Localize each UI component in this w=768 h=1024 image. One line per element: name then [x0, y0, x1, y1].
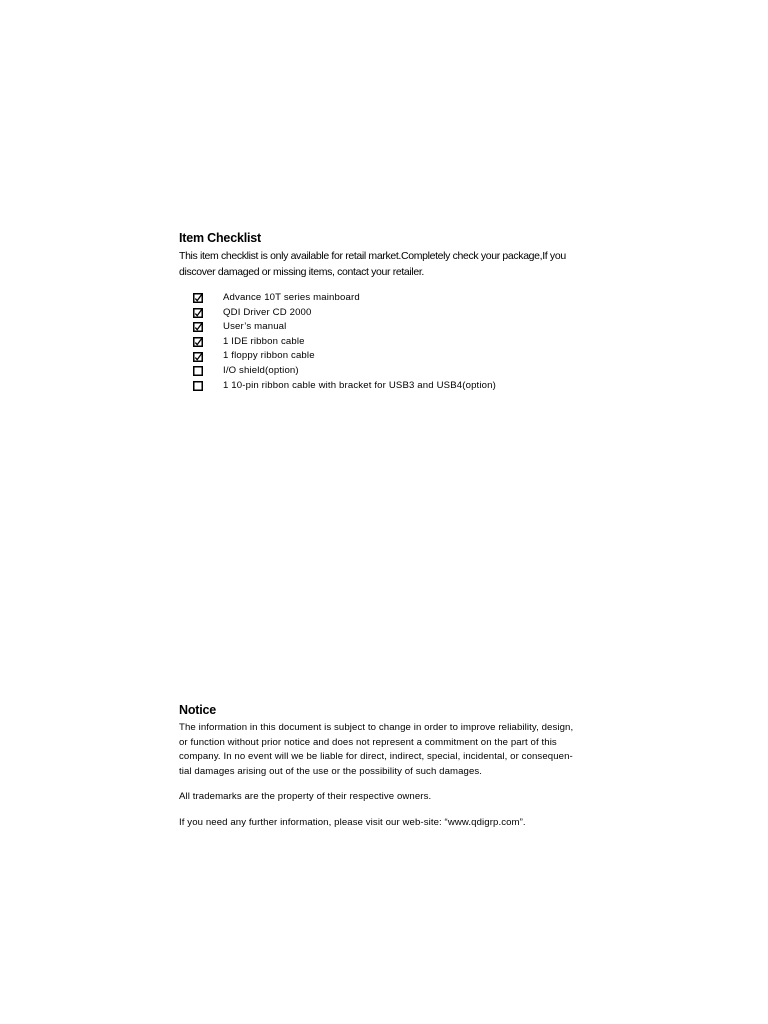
checked-box-icon — [193, 308, 203, 318]
checked-box-icon — [193, 322, 203, 332]
checkbox-icon — [193, 320, 203, 334]
checkbox-icon — [193, 350, 203, 364]
checked-box-icon — [193, 352, 203, 362]
trademarks-paragraph: All trademarks are the property of their respective owners. — [179, 791, 432, 802]
item-checklist — [193, 291, 496, 393]
notice-line: or function without prior notice and does not represent a commitment on the part of this — [179, 736, 557, 748]
empty-box-icon — [193, 381, 203, 391]
notice-line: tial damages arising out of the use or the possibility of such damages. — [179, 765, 483, 777]
checklist-item — [193, 320, 287, 335]
checked-box-icon — [193, 337, 203, 347]
checkbox-icon — [193, 291, 203, 305]
notice-heading: Notice — [179, 703, 217, 717]
checklist-item — [193, 306, 312, 321]
checkbox-frame — [194, 367, 203, 376]
check-mark — [195, 309, 201, 315]
checklist-item — [193, 335, 305, 350]
empty-box-icon — [193, 366, 203, 376]
checkbox-icon — [193, 335, 203, 349]
checklist-item-label: 1 IDE ribbon cable — [223, 335, 305, 347]
checkbox-icon — [193, 379, 203, 393]
checklist-item-label: QDI Driver CD 2000 — [223, 306, 312, 318]
notice-line: The information in this document is subject to change in order to improve reliability, design, — [179, 722, 574, 733]
website-paragraph: If you need any further information, please visit our web-site: “www.qdigrp.com”. — [179, 817, 526, 828]
checklist-item — [193, 291, 360, 306]
check-mark — [195, 353, 201, 359]
intro-line: This item checklist is only available for retail market.Completely check your package,If you — [179, 250, 566, 262]
checklist-item-label: 1 floppy ribbon cable — [223, 350, 315, 362]
checkbox-frame — [194, 382, 203, 391]
checklist-item-label: User’s manual — [223, 321, 287, 333]
notice-line: company. In no event will we be liable for direct, indirect, special, incidental, or consequen- — [179, 751, 573, 762]
item-checklist-intro — [179, 248, 619, 280]
checklist-item — [193, 349, 315, 364]
notice-paragraph — [179, 721, 597, 779]
intro-line: discover damaged or missing items, contact your retailer. — [179, 266, 424, 278]
checklist-item-label: 1 10-pin ribbon cable with bracket for USB3 and USB4(option) — [223, 379, 496, 391]
item-checklist-heading: Item Checklist — [179, 231, 261, 245]
check-mark — [195, 339, 201, 345]
checkbox-icon — [193, 364, 203, 378]
checklist-item-label: Advance 10T series mainboard — [223, 292, 360, 303]
check-mark — [195, 295, 201, 301]
checkbox-icon — [193, 306, 203, 320]
check-mark — [195, 324, 201, 330]
checked-box-icon — [193, 293, 203, 303]
checklist-item — [193, 364, 299, 379]
checklist-item — [193, 379, 496, 394]
checklist-item-label: I/O shield(option) — [223, 364, 299, 376]
